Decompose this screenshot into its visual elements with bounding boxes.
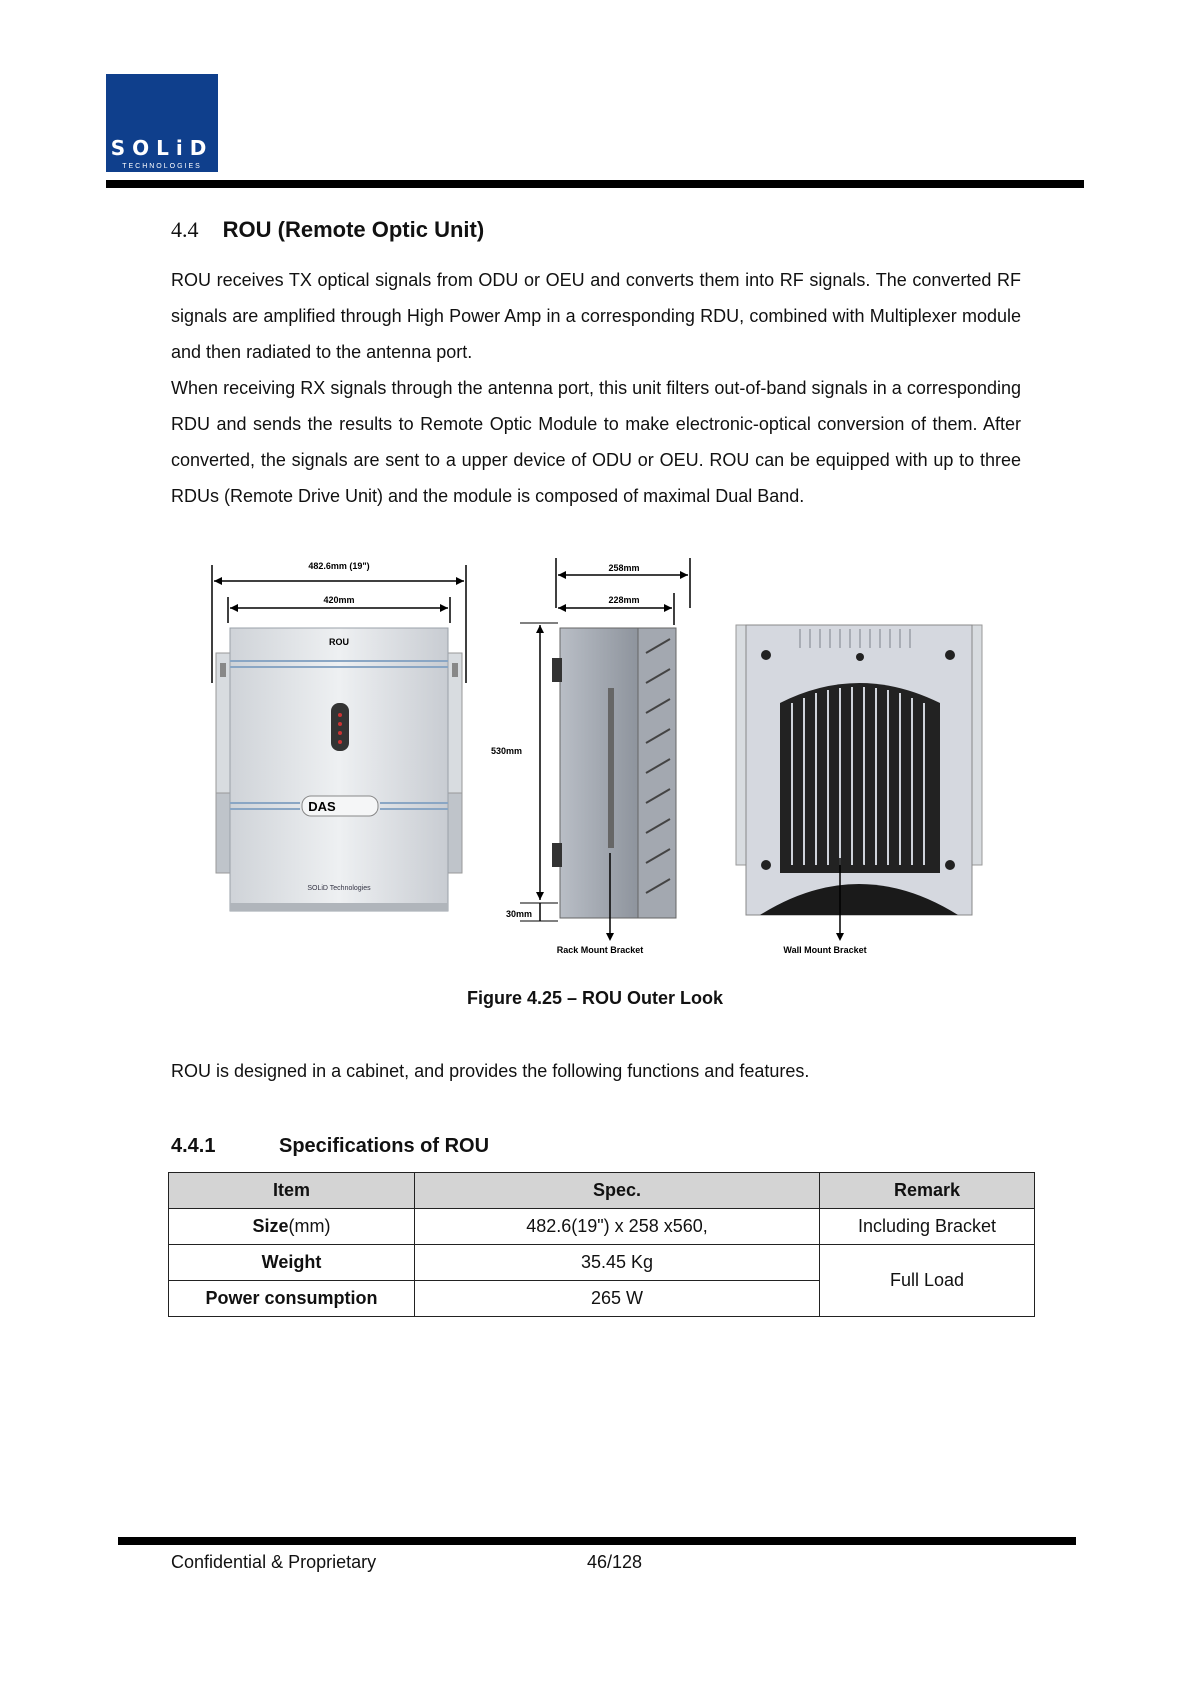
logo-subtext: TECHNOLOGIES [122,163,202,170]
row-item [169,1281,415,1317]
header-rule [106,180,1084,188]
spec-table [168,1172,1035,1317]
header-spec: Spec. [415,1173,820,1209]
front-view [212,561,466,911]
item-name: Power consumption [205,1288,378,1308]
intro-sentence: ROU is designed in a cabinet, and provides the following functions and features. [171,1061,810,1081]
header-item: Item [169,1173,415,1209]
unit-label: ROU [329,637,349,647]
figure-caption: Figure 4.25 – ROU Outer Look [466,988,724,1008]
dim-height: 530mm [490,746,522,756]
company-logo [106,74,218,172]
dim-depth: 228mm [608,595,640,605]
subsection-title: Specifications of ROU [279,1135,490,1157]
paragraph-2: When receiving RX signals through the antenna port, this unit filters out-of-band signals in a corresponding RDU and sends the results to Remote Optic Module to make electronic-optical conversion of them. After converted, the signals are sent to a upper device of ODU or OEU. ROU can be equipped with up to three RDUs (Remote Drive Unit) and the module is composed of maximal Dual Band. [171,378,1021,506]
item-name: Size [252,1216,289,1236]
wall-mount-bracket-label: Wall Mount Bracket [783,945,867,955]
brand-label: SOLiD Technologies [307,885,371,892]
section-title: ROU (Remote Optic Unit) [222,217,485,242]
header-remark: Remark [820,1173,1035,1209]
row-remark: Full Load [820,1245,1035,1317]
row-spec: 265 W [415,1281,820,1317]
dim-bottom: 30mm [505,909,532,919]
row-spec: 35.45 Kg [415,1245,820,1281]
dim-width: 420mm [323,595,355,605]
dim-total-width: 482.6mm (19") [308,561,370,571]
row-item [169,1209,415,1245]
section-heading [171,217,484,243]
section-number: 4.4 [171,217,199,242]
footer-confidential: Confidential & Proprietary [171,1552,377,1572]
subsection-number: 4.4.1 [171,1135,216,1157]
table-row [169,1245,1035,1281]
table-row [169,1209,1035,1245]
paragraph-1: ROU receives TX optical signals from ODU or OEU and converts them into RF signals. The converted RF signals are amplified through High Power Amp in a corresponding RDU, combined with Multiplexer module and then radiated to the antenna port. [171,270,1021,362]
rou-outer-look-figure [200,553,1020,963]
row-spec: 482.6(19") x 258 x560, [415,1209,820,1245]
body-text [171,262,1021,514]
item-unit: (mm) [288,1216,331,1236]
footer-rule [118,1537,1076,1545]
das-label: DAS [308,799,336,814]
row-item [169,1245,415,1281]
rack-mount-bracket-label: Rack Mount Bracket [556,945,644,955]
row-remark: Including Bracket [820,1209,1035,1245]
rear-view [736,625,982,955]
side-view [491,558,690,955]
item-name: Weight [261,1252,322,1272]
subsection-heading [171,1135,490,1158]
logo-text: SOLiD [110,136,214,160]
dim-depth-total: 258mm [608,563,640,573]
page-number: 46/128 [587,1552,643,1572]
table-header-row [169,1173,1035,1209]
